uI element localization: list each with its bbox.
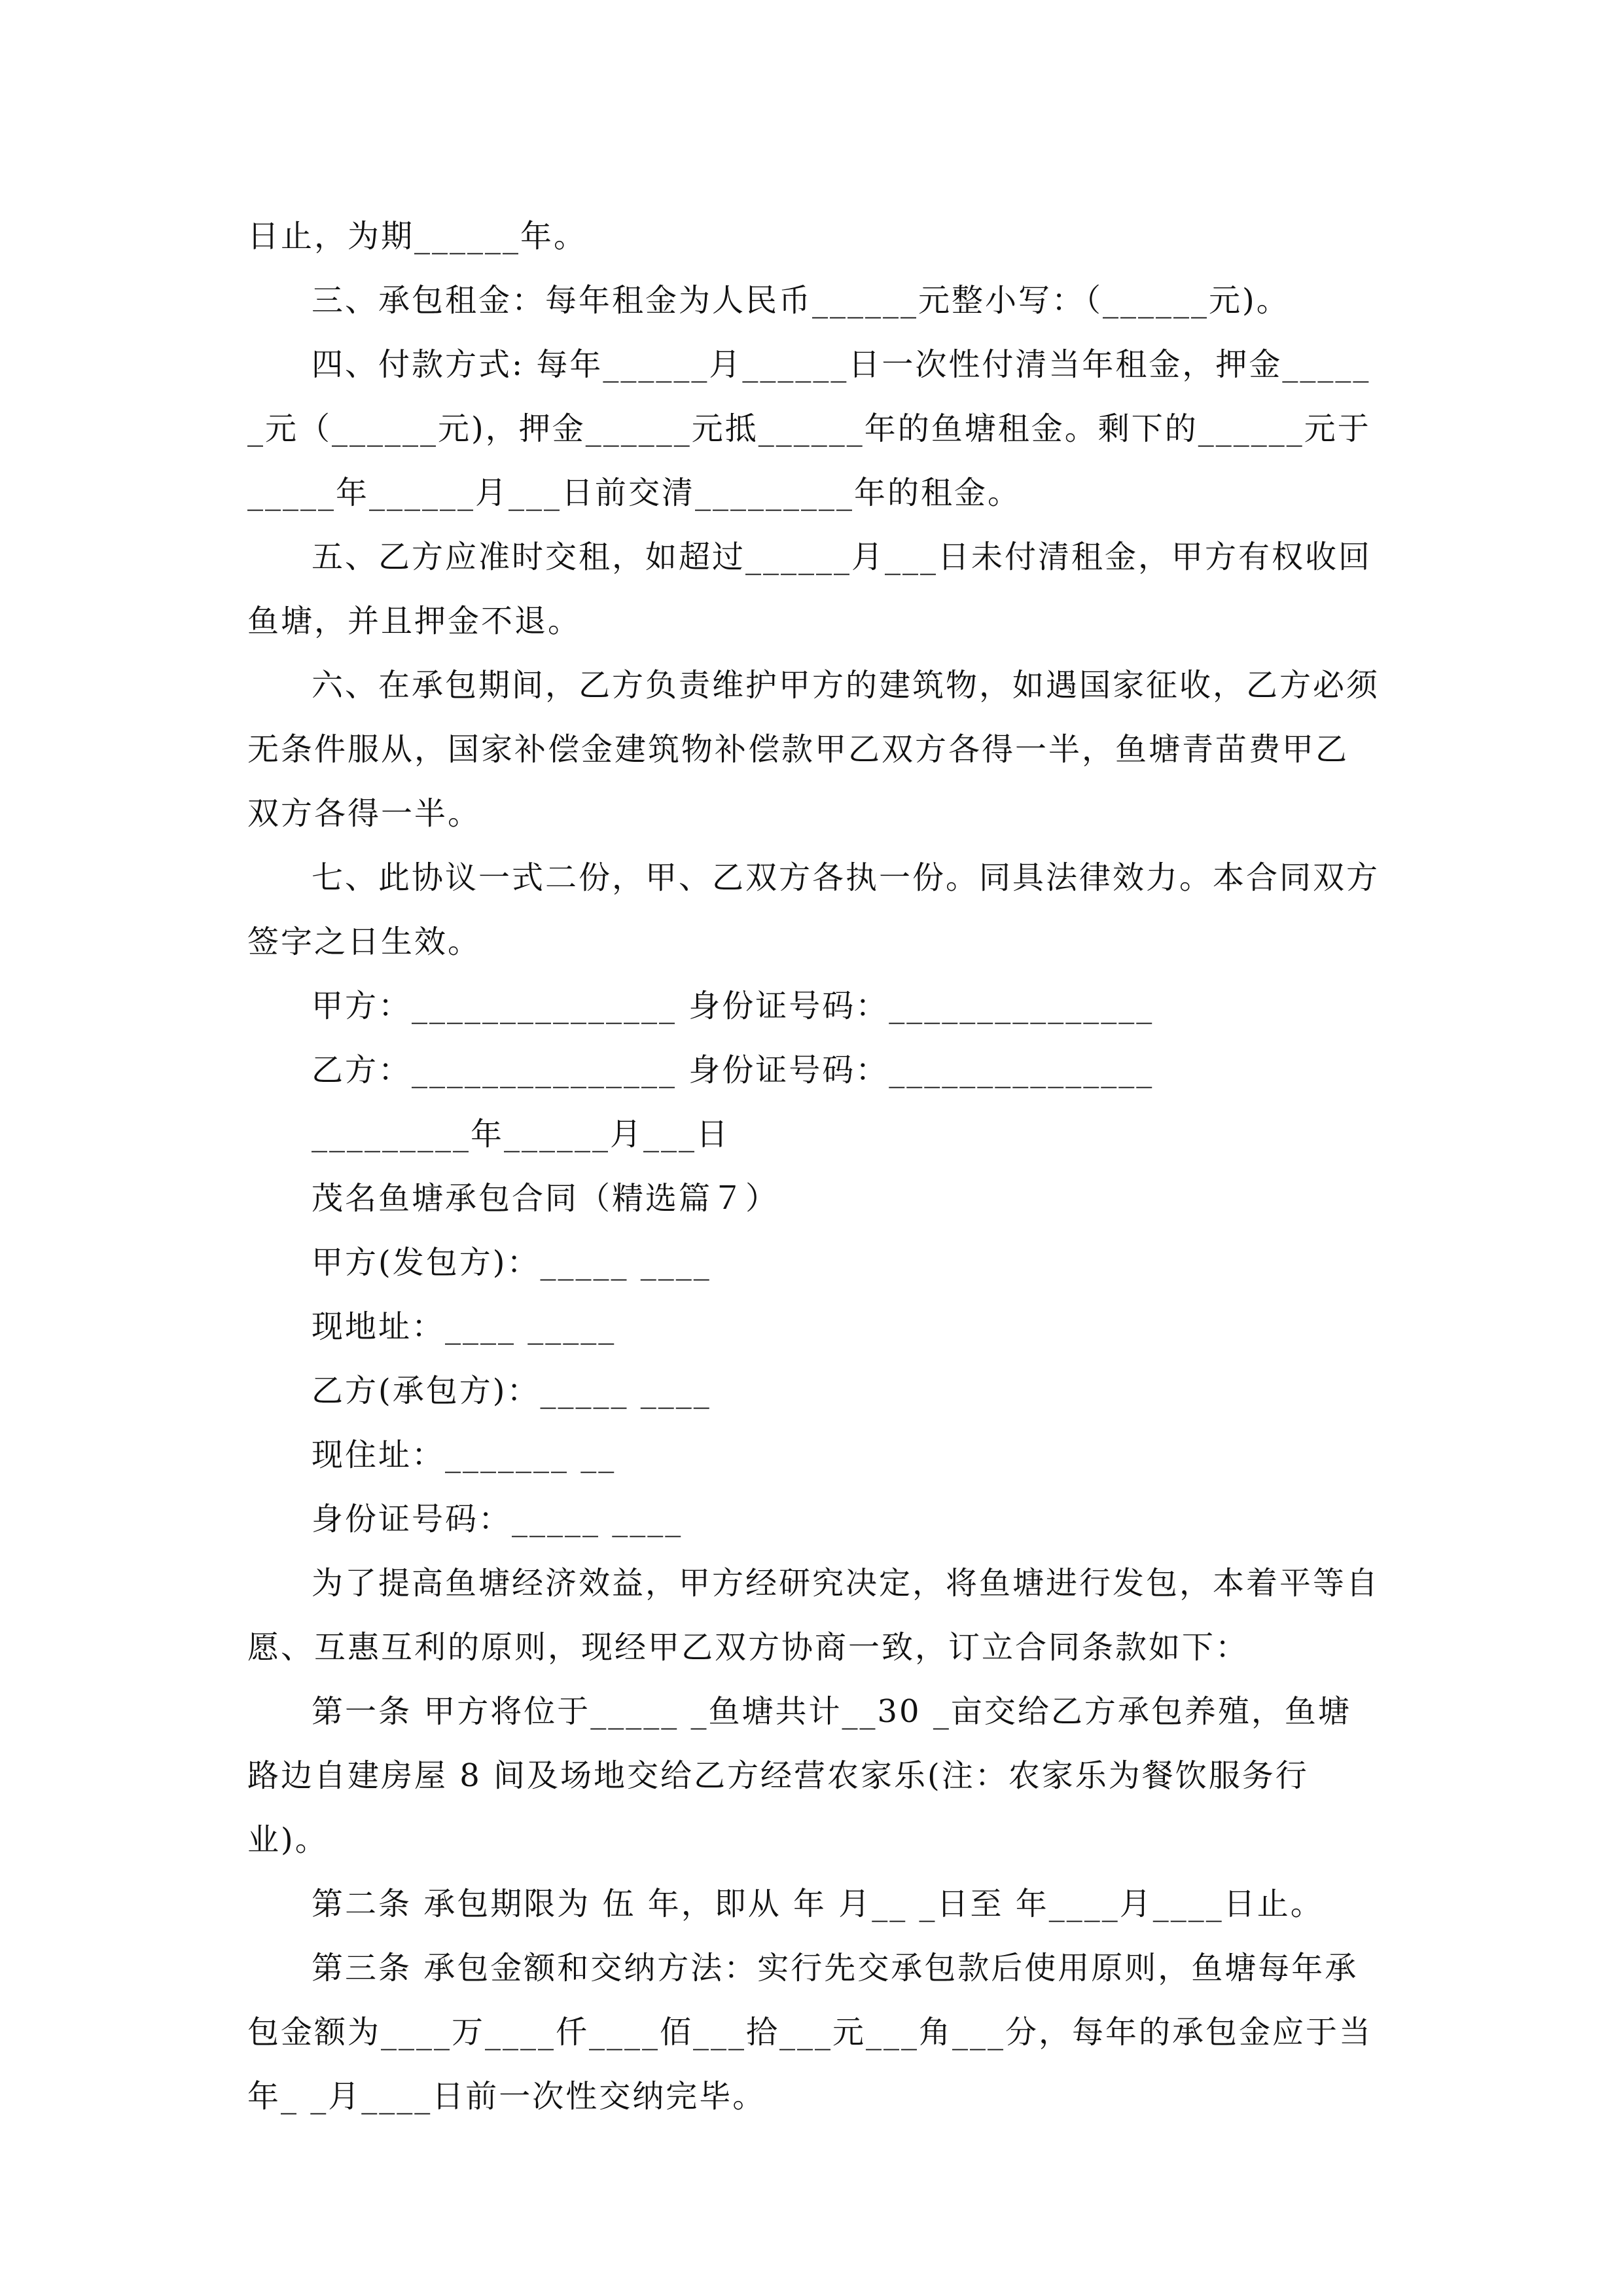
party-b-address-field: 现住址：_______ __ [312,1437,616,1473]
party-a-address-field: 现地址：____ _____ [312,1308,616,1345]
preamble: 为了提高鱼塘经济效益，甲方经研究决定，将鱼塘进行发包，本着平等自愿、互惠互利的原则，现经甲乙双方协商一致，订立合同条款如下： [247,1565,1380,1666]
signature-date: _________年______月___日 [312,1116,730,1153]
contract-body [247,204,1380,2128]
clause-7-copies: 七、此协议一式二份，甲、乙双方各执一份。同具法律效力。本合同双方签字之日生效。 [247,859,1380,960]
clause-6-maintenance: 六、在承包期间，乙方负责维护甲方的建筑物，如遇国家征收，乙方必须无条件服从，国家补偿金建筑物补偿款甲乙双方各得一半，鱼塘青苗费甲乙双方各得一半。 [247,667,1380,832]
signature-party-a: 甲方：_______________ 身份证号码：_______________ [312,988,1154,1024]
clause-5-deadline: 五、乙方应准时交租，如超过______月___日未付清租金，甲方有权收回鱼塘，并且押金不退。 [247,539,1372,639]
party-b-field: 乙方(承包方)：_____ ____ [312,1372,711,1409]
article-3: 第三条 承包金额和交纳方法：实行先交承包款后使用原则，鱼塘每年承包金额为____万____仟____佰___拾___元___角___分，每年的承包金应于当年_ _月____日前一次性交纳完毕。 [247,1950,1373,2115]
signature-party-b: 乙方：_______________ 身份证号码：_______________ [312,1052,1154,1088]
article-1: 第一条 甲方将位于_____ _鱼塘共计__30 _亩交给乙方承包养殖，鱼塘路边自建房屋 8 间及场地交给乙方经营农家乐(注：农家乐为餐饮服务行业)。 [247,1693,1351,1858]
clause-3-rent: 三、承包租金：每年租金为人民币______元整小写：（______元)。 [312,282,1290,319]
party-a-field: 甲方(发包方)：_____ ____ [312,1244,711,1281]
paragraph-continuation: 日止，为期______年。 [247,218,588,255]
clause-4-payment: 四、付款方式: 每年______月______日一次性付清当年租金，押金______元（______元)，押金______元抵______年的鱼塘租金。剩下的______元于_____年______月___日前交清_________年的租金。 [247,346,1371,511]
article-2: 第二条 承包期限为 伍 年，即从 年 月__ _日至 年____月____日止。 [312,1886,1324,1922]
id-number-field: 身份证号码：_____ ____ [312,1501,683,1537]
section-title: 茂名鱼塘承包合同（精选篇７） [312,1180,779,1217]
